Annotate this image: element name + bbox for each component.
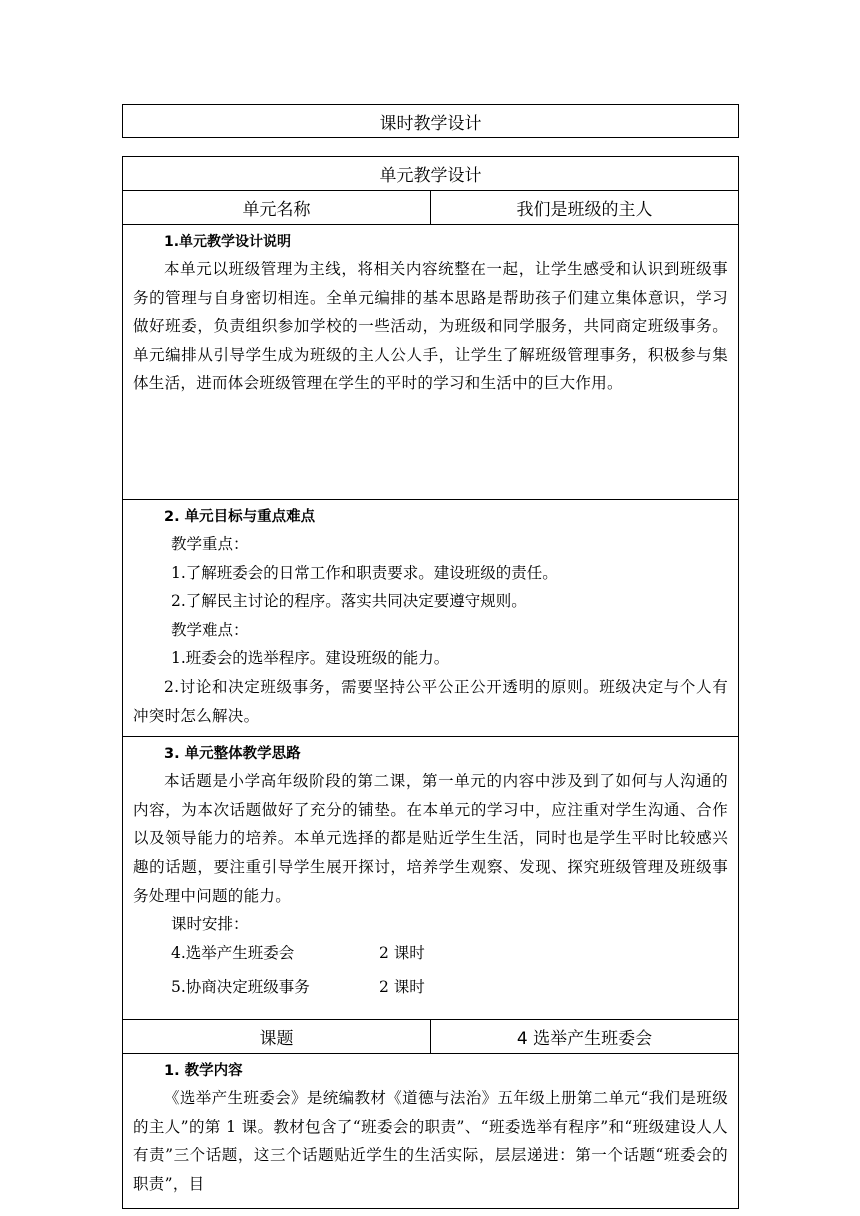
section-2-title: 2. 单元目标与重点难点 xyxy=(164,509,316,525)
schedule-row xyxy=(133,939,728,968)
section-teaching-approach xyxy=(123,737,739,1020)
difficulty-1: 1.班委会的选举程序。建设班级的能力。 xyxy=(171,649,450,668)
lesson-content-title: 1. 教学内容 xyxy=(164,1063,243,1080)
schedule-item-name: 5.协商决定班级事务 xyxy=(171,978,310,997)
unit-name-value: 我们是班级的主人 xyxy=(431,191,739,225)
key-point-1: 1.了解班委会的日常工作和职责要求。建设班级的责任。 xyxy=(171,563,558,582)
schedule-label: 课时安排： xyxy=(171,915,249,934)
difficulties-label: 教学难点： xyxy=(171,620,249,639)
section-3-text: 本话题是小学高年级阶段的第二课，第一单元的内容中涉及到了如何与人沟通的内容，为本次话题做好了充分的铺垫。在本单元的学习中，应注重对学生沟通、合作以及领导能力的培养。本单元选择的都是贴近学生生活，同时也是学生平时比较感兴趣的话题，要注重引导学生展开探讨，培养学生观察、发现、探究班级管理及班级事务处理中问题的能力。 xyxy=(133,772,728,905)
schedule-item-hours: 2 课时 xyxy=(379,978,425,997)
schedule-item-hours: 2 课时 xyxy=(379,943,425,962)
unit-name-label: 单元名称 xyxy=(123,191,431,225)
section-1-title: 1.单元教学设计说明 xyxy=(164,234,292,250)
page-title: 课时教学设计 xyxy=(122,104,739,138)
section-goals xyxy=(123,500,739,737)
section-lesson-content xyxy=(123,1054,739,1209)
section-unit-description xyxy=(123,225,739,500)
schedule-row xyxy=(133,973,728,1002)
section-3-title: 3. 单元整体教学思路 xyxy=(164,746,301,763)
unit-design-table xyxy=(122,156,739,1209)
difficulty-2: 2.讨论和决定班级事务，需要坚持公平公正公开透明的原则。班级决定与个人有冲突时怎么解决。 xyxy=(133,677,728,725)
section-1-text: 本单元以班级管理为主线，将相关内容统整在一起，让学生感受和认识到班级事务的管理与自身密切相连。全单元编排的基本思路是帮助孩子们建立集体意识，学习做好班委，负责组织参加学校的一些活动，为班级和同学服务，共同商定班级事务。单元编排从引导学生成为班级的主人公人手，让学生了解班级管理事务，积极参与集体生活，进而体会班级管理在学生的平时的学习和生活中的巨大作用。 xyxy=(133,260,728,393)
lesson-label: 课题 xyxy=(123,1020,431,1054)
unit-design-header: 单元教学设计 xyxy=(123,157,739,191)
key-point-2: 2.了解民主讨论的程序。落实共同决定要遵守规则。 xyxy=(171,592,527,611)
lesson-content-text: 《选举产生班委会》是统编教材《道德与法治》五年级上册第二单元“我们是班级的主人”的第 1 课。教材包含了“班委会的职责”、“班委选举有程序”和“班级建设人人有责”三个话题，这三个话题贴近学生的生活实际，层层递进：第一个话题“班委会的职责”，目 xyxy=(133,1089,728,1193)
lesson-title: 4 选举产生班委会 xyxy=(431,1020,739,1054)
key-points-label: 教学重点： xyxy=(171,535,249,553)
schedule-item-name: 4.选举产生班委会 xyxy=(171,943,295,962)
